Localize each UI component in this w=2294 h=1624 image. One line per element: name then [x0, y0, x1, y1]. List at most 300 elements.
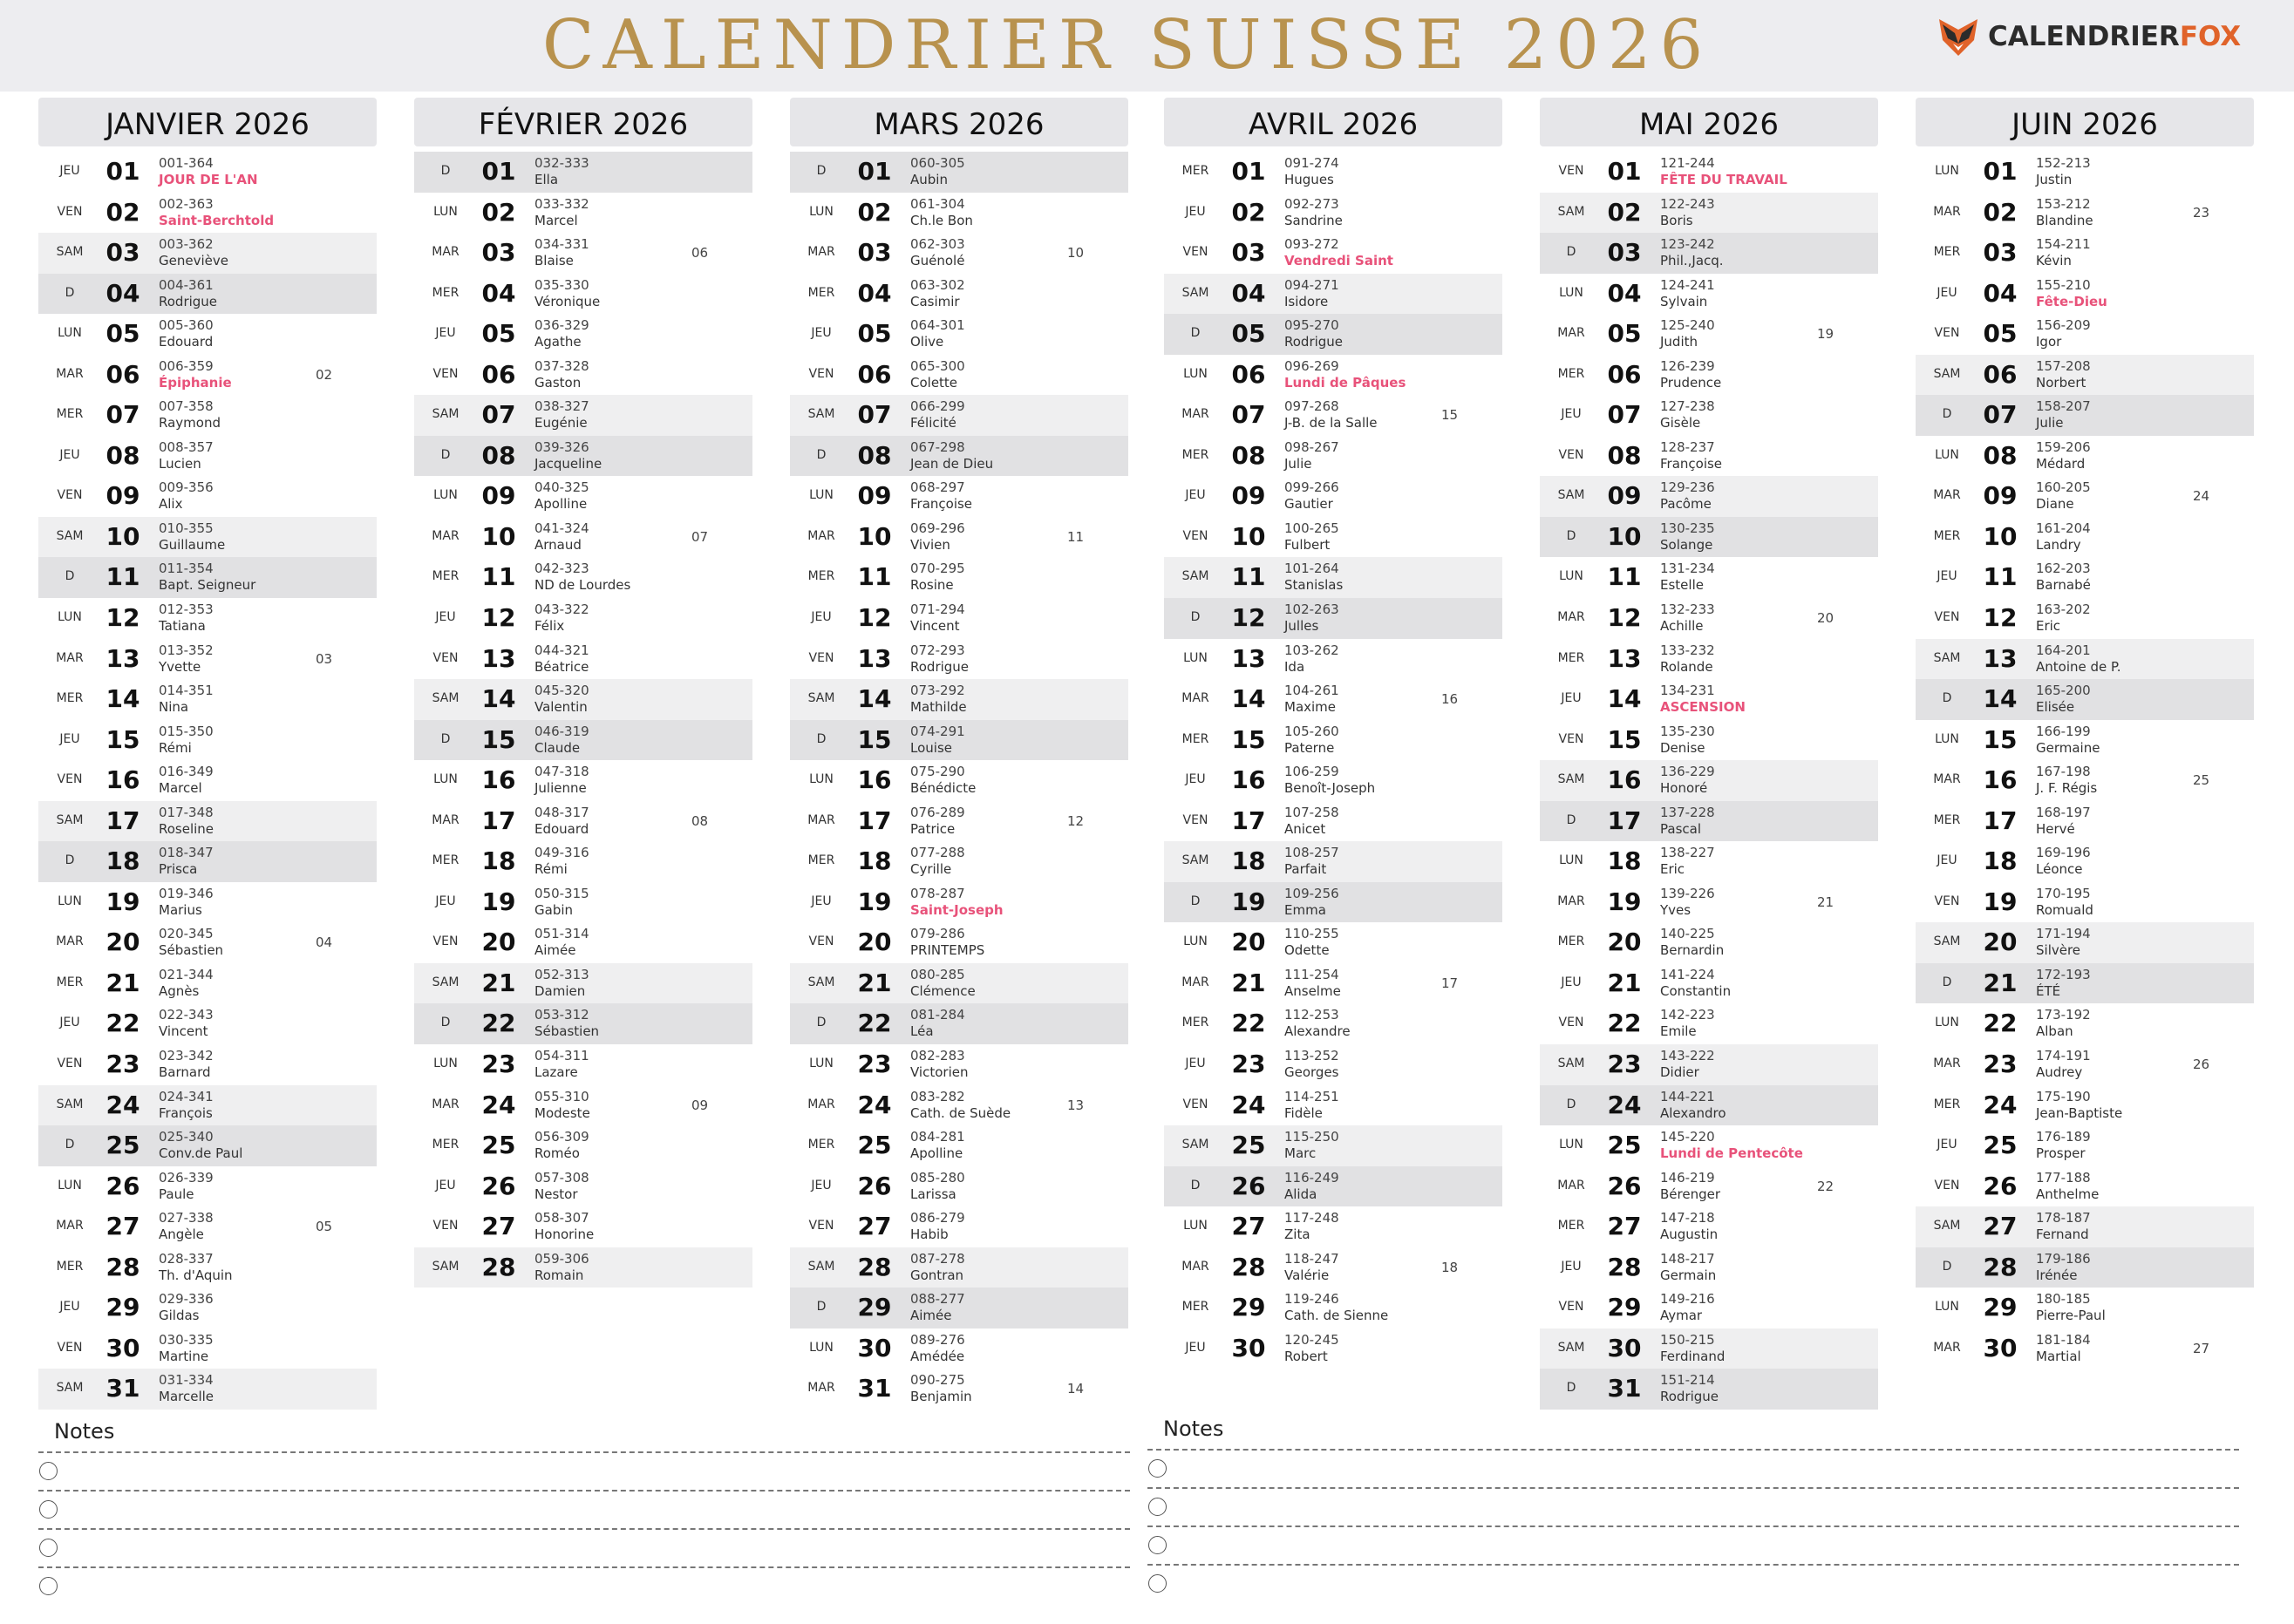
- day-row[interactable]: [790, 193, 1128, 234]
- day-row[interactable]: [38, 1085, 377, 1126]
- saint-name: Vivien: [910, 536, 950, 553]
- day-of-week: D: [1190, 610, 1201, 625]
- day-row[interactable]: [1164, 1044, 1502, 1085]
- day-row[interactable]: [1916, 355, 2254, 396]
- day-of-year-code: 123-242: [1660, 236, 1715, 253]
- day-of-year-code: 087-278: [910, 1250, 965, 1267]
- day-row[interactable]: [1916, 841, 2254, 882]
- day-number: 26: [106, 1171, 140, 1200]
- saint-name: Yvette: [159, 658, 201, 675]
- day-of-week: MER: [1557, 650, 1585, 665]
- week-number: 05: [316, 1219, 333, 1235]
- day-row[interactable]: [1916, 598, 2254, 639]
- day-row[interactable]: [414, 557, 752, 598]
- day-row[interactable]: [414, 1085, 752, 1126]
- day-number: 28: [1231, 1252, 1266, 1281]
- day-number: 07: [857, 400, 892, 430]
- day-row[interactable]: [1540, 1369, 1878, 1410]
- day-row[interactable]: [1164, 720, 1502, 761]
- day-of-week: JEU: [59, 1016, 80, 1030]
- day-of-week: JEU: [1561, 407, 1582, 422]
- day-row[interactable]: [1164, 1206, 1502, 1247]
- day-row[interactable]: [1164, 1125, 1502, 1166]
- day-row[interactable]: [1916, 152, 2254, 193]
- day-of-year-code: 010-355: [159, 520, 214, 536]
- saint-name: Rémi: [159, 739, 192, 756]
- day-row[interactable]: [1164, 922, 1502, 963]
- day-of-week: LUN: [1935, 164, 1959, 178]
- title-banner: [0, 0, 2294, 92]
- day-of-year-code: 130-235: [1660, 520, 1715, 536]
- day-row[interactable]: [38, 882, 377, 923]
- day-row[interactable]: [1916, 679, 2254, 720]
- day-row[interactable]: [1916, 274, 2254, 315]
- day-row[interactable]: [790, 436, 1128, 477]
- day-number: 24: [106, 1090, 140, 1119]
- day-of-year-code: 102-263: [1284, 601, 1339, 618]
- day-of-year-code: 021-344: [159, 966, 214, 982]
- saint-name: Prosper: [2036, 1145, 2086, 1162]
- month-column: [414, 98, 752, 1288]
- day-row[interactable]: [1164, 395, 1502, 436]
- day-row[interactable]: [1540, 679, 1878, 720]
- day-of-week: SAM: [1557, 488, 1585, 503]
- saint-name: Edouard: [159, 334, 214, 350]
- day-number: 23: [1607, 1050, 1642, 1079]
- day-row[interactable]: [414, 882, 752, 923]
- day-row[interactable]: [38, 517, 377, 558]
- notes-line[interactable]: [1147, 1564, 2239, 1602]
- day-row[interactable]: [1164, 557, 1502, 598]
- day-row[interactable]: [1540, 436, 1878, 477]
- day-row[interactable]: [1540, 476, 1878, 517]
- day-row[interactable]: [1164, 517, 1502, 558]
- day-row[interactable]: [1164, 679, 1502, 720]
- day-of-week: MAR: [807, 1381, 835, 1396]
- day-row[interactable]: [38, 1369, 377, 1410]
- day-row[interactable]: [1164, 598, 1502, 639]
- day-row[interactable]: [414, 274, 752, 315]
- day-row[interactable]: [414, 1125, 752, 1166]
- day-row[interactable]: [38, 720, 377, 761]
- day-row[interactable]: [1164, 193, 1502, 234]
- day-number: 23: [1983, 1050, 2018, 1079]
- day-of-week: VEN: [1182, 245, 1208, 260]
- day-number: 18: [1607, 846, 1642, 876]
- day-row[interactable]: [38, 963, 377, 1004]
- day-row[interactable]: [414, 639, 752, 680]
- day-row[interactable]: [414, 1166, 752, 1207]
- day-row[interactable]: [1540, 1085, 1878, 1126]
- day-of-week: D: [65, 1138, 75, 1152]
- day-row[interactable]: [38, 436, 377, 477]
- day-row[interactable]: [414, 1247, 752, 1288]
- day-of-year-code: 134-231: [1660, 683, 1715, 699]
- day-row[interactable]: [1916, 1044, 2254, 1085]
- day-of-year-code: 089-276: [910, 1331, 965, 1348]
- day-row[interactable]: [1164, 760, 1502, 801]
- saint-name: Yves: [1660, 901, 1692, 918]
- day-row[interactable]: [38, 801, 377, 842]
- day-row[interactable]: [1916, 233, 2254, 274]
- day-row[interactable]: [38, 639, 377, 680]
- day-row[interactable]: [38, 355, 377, 396]
- day-row[interactable]: [38, 233, 377, 274]
- day-row[interactable]: [414, 395, 752, 436]
- day-of-year-code: 033-332: [534, 195, 589, 212]
- day-row[interactable]: [414, 152, 752, 193]
- day-number: 14: [1983, 684, 2018, 714]
- day-of-week: LUN: [1559, 1138, 1583, 1152]
- day-of-year-code: 015-350: [159, 723, 214, 739]
- day-of-week: JEU: [1185, 1057, 1206, 1071]
- day-row[interactable]: [1540, 963, 1878, 1004]
- day-row[interactable]: [1540, 395, 1878, 436]
- saint-name: Roméo: [534, 1145, 580, 1162]
- day-of-year-code: 094-271: [1284, 276, 1339, 293]
- day-row[interactable]: [414, 760, 752, 801]
- day-row[interactable]: [38, 476, 377, 517]
- day-row[interactable]: [1916, 557, 2254, 598]
- notes-line[interactable]: [38, 1490, 1130, 1528]
- day-row[interactable]: [414, 517, 752, 558]
- day-of-year-code: 064-301: [910, 317, 965, 334]
- day-row[interactable]: [1916, 395, 2254, 436]
- day-row[interactable]: [1916, 963, 2254, 1004]
- day-row[interactable]: [414, 1044, 752, 1085]
- day-row[interactable]: [38, 1003, 377, 1044]
- month-header: MARS 2026: [790, 98, 1128, 146]
- saint-name: Judith: [1660, 334, 1698, 350]
- day-number: 24: [857, 1090, 892, 1119]
- day-row[interactable]: [790, 274, 1128, 315]
- day-number: 30: [1983, 1333, 2018, 1362]
- day-row[interactable]: [1540, 720, 1878, 761]
- day-row[interactable]: [38, 1288, 377, 1328]
- day-of-year-code: 166-199: [2036, 723, 2091, 739]
- day-row[interactable]: [1540, 841, 1878, 882]
- day-row[interactable]: [1164, 639, 1502, 680]
- day-row[interactable]: [38, 1328, 377, 1369]
- day-of-week: D: [65, 285, 75, 300]
- day-of-week: MER: [1181, 164, 1209, 178]
- day-of-year-code: 119-246: [1284, 1291, 1339, 1308]
- day-of-week: SAM: [56, 528, 84, 543]
- day-row[interactable]: [38, 598, 377, 639]
- day-row[interactable]: [1164, 1003, 1502, 1044]
- day-row[interactable]: [1164, 801, 1502, 842]
- day-row[interactable]: [790, 517, 1128, 558]
- day-of-week: MAR: [1933, 1340, 1961, 1355]
- day-of-week: VEN: [57, 488, 83, 503]
- day-row[interactable]: [790, 152, 1128, 193]
- day-row[interactable]: [1164, 314, 1502, 355]
- day-row[interactable]: [1916, 922, 2254, 963]
- day-number: 22: [106, 1009, 140, 1038]
- day-of-week: SAM: [1181, 569, 1209, 584]
- day-number: 11: [857, 562, 892, 592]
- day-number: 17: [106, 805, 140, 835]
- saint-name: Aimée: [910, 1308, 952, 1324]
- day-row[interactable]: [790, 557, 1128, 598]
- day-row[interactable]: [1916, 517, 2254, 558]
- day-row[interactable]: [1540, 1206, 1878, 1247]
- day-of-week: SAM: [1933, 934, 1961, 949]
- day-row[interactable]: [414, 1003, 752, 1044]
- day-row[interactable]: [1540, 598, 1878, 639]
- notes-line[interactable]: [38, 1451, 1130, 1490]
- day-row[interactable]: [790, 720, 1128, 761]
- day-row[interactable]: [1164, 1247, 1502, 1288]
- day-row[interactable]: [414, 355, 752, 396]
- day-row[interactable]: [790, 1044, 1128, 1085]
- day-row[interactable]: [1164, 233, 1502, 274]
- day-of-year-code: 153-212: [2036, 195, 2091, 212]
- day-row[interactable]: [414, 841, 752, 882]
- day-row[interactable]: [1916, 720, 2254, 761]
- saint-name: Casimir: [910, 293, 960, 309]
- day-of-year-code: 168-197: [2036, 804, 2091, 820]
- day-of-week: SAM: [807, 407, 835, 422]
- day-row[interactable]: [1164, 841, 1502, 882]
- day-row[interactable]: [38, 1166, 377, 1207]
- day-row[interactable]: [1164, 476, 1502, 517]
- day-row[interactable]: [790, 1369, 1128, 1410]
- saint-name: Fernand: [2036, 1226, 2089, 1243]
- day-row[interactable]: [414, 922, 752, 963]
- saint-name: Anthelme: [2036, 1186, 2100, 1202]
- day-row[interactable]: [38, 1125, 377, 1166]
- day-row[interactable]: [1916, 1328, 2254, 1369]
- day-row[interactable]: [790, 395, 1128, 436]
- day-row[interactable]: [790, 314, 1128, 355]
- day-row[interactable]: [1540, 882, 1878, 923]
- day-row[interactable]: [38, 193, 377, 234]
- day-number: 07: [106, 400, 140, 430]
- day-row[interactable]: [414, 801, 752, 842]
- day-of-week: LUN: [809, 772, 834, 787]
- day-row[interactable]: [414, 598, 752, 639]
- day-row[interactable]: [790, 801, 1128, 842]
- day-row[interactable]: [38, 1247, 377, 1288]
- day-number: 29: [1231, 1293, 1266, 1322]
- day-row[interactable]: [1540, 639, 1878, 680]
- day-of-week: MAR: [432, 245, 459, 260]
- day-row[interactable]: [1164, 963, 1502, 1004]
- saint-name: Estelle: [1660, 577, 1704, 594]
- day-row[interactable]: [1164, 152, 1502, 193]
- day-number: 17: [1231, 805, 1266, 835]
- day-row[interactable]: [1164, 274, 1502, 315]
- day-row[interactable]: [790, 1247, 1128, 1288]
- day-row[interactable]: [414, 436, 752, 477]
- day-of-year-code: 009-356: [159, 479, 214, 496]
- notes-line[interactable]: [1147, 1487, 2239, 1525]
- day-number: 20: [481, 928, 516, 957]
- day-of-year-code: 110-255: [1284, 926, 1339, 942]
- day-row[interactable]: [790, 639, 1128, 680]
- day-row[interactable]: [1916, 801, 2254, 842]
- day-row[interactable]: [790, 963, 1128, 1004]
- day-row[interactable]: [1916, 314, 2254, 355]
- day-row[interactable]: [790, 1206, 1128, 1247]
- day-of-year-code: 003-362: [159, 236, 214, 253]
- day-row[interactable]: [1916, 1125, 2254, 1166]
- day-of-year-code: 031-334: [159, 1372, 214, 1389]
- day-row[interactable]: [1540, 557, 1878, 598]
- day-row[interactable]: [1916, 1247, 2254, 1288]
- day-row[interactable]: [38, 841, 377, 882]
- day-of-week: MER: [1933, 528, 1961, 543]
- day-row[interactable]: [1916, 1206, 2254, 1247]
- day-row[interactable]: [1164, 882, 1502, 923]
- day-of-week: VEN: [1558, 1300, 1584, 1315]
- day-row[interactable]: [1916, 1166, 2254, 1207]
- day-row[interactable]: [1916, 436, 2254, 477]
- day-row[interactable]: [790, 1003, 1128, 1044]
- day-row[interactable]: [790, 841, 1128, 882]
- day-row[interactable]: [790, 1288, 1128, 1328]
- day-row[interactable]: [1164, 436, 1502, 477]
- saint-name: Paterne: [1284, 739, 1335, 756]
- day-number: 01: [1231, 157, 1266, 186]
- day-of-year-code: 063-302: [910, 276, 965, 293]
- day-row[interactable]: [1540, 1328, 1878, 1369]
- day-number: 11: [106, 562, 140, 592]
- day-row[interactable]: [38, 557, 377, 598]
- day-row[interactable]: [414, 1206, 752, 1247]
- day-of-year-code: 144-221: [1660, 1088, 1715, 1104]
- day-of-week: LUN: [1935, 1016, 1959, 1030]
- day-row[interactable]: [1916, 760, 2254, 801]
- day-row[interactable]: [38, 395, 377, 436]
- day-row[interactable]: [1540, 760, 1878, 801]
- day-row[interactable]: [1540, 517, 1878, 558]
- day-row[interactable]: [1916, 193, 2254, 234]
- notes-section-left: [38, 1417, 1130, 1605]
- notes-line[interactable]: [1147, 1525, 2239, 1564]
- day-row[interactable]: [790, 1125, 1128, 1166]
- day-number: 12: [1231, 603, 1266, 633]
- day-row[interactable]: [790, 1085, 1128, 1126]
- day-row[interactable]: [1916, 1288, 2254, 1328]
- day-row[interactable]: [790, 922, 1128, 963]
- day-of-year-code: 155-210: [2036, 276, 2091, 293]
- day-row[interactable]: [1540, 801, 1878, 842]
- day-row[interactable]: [1540, 314, 1878, 355]
- day-number: 18: [1983, 846, 2018, 876]
- day-of-year-code: 032-333: [534, 155, 589, 171]
- day-row[interactable]: [38, 152, 377, 193]
- day-row[interactable]: [1164, 355, 1502, 396]
- saint-name: Rodrigue: [159, 293, 218, 309]
- saint-name: Roseline: [159, 820, 214, 837]
- day-row[interactable]: [1540, 1125, 1878, 1166]
- day-row[interactable]: [790, 882, 1128, 923]
- day-row[interactable]: [1540, 233, 1878, 274]
- brand-logo[interactable]: [1936, 10, 2241, 63]
- day-row[interactable]: [38, 1044, 377, 1085]
- saint-name: Julles: [1284, 618, 1319, 635]
- day-of-week: MER: [807, 569, 835, 584]
- day-row[interactable]: [790, 233, 1128, 274]
- day-row[interactable]: [1164, 1328, 1502, 1369]
- day-of-year-code: 042-323: [534, 561, 589, 577]
- day-row[interactable]: [1540, 1166, 1878, 1207]
- day-row[interactable]: [38, 922, 377, 963]
- day-of-week: MAR: [1933, 204, 1961, 219]
- day-row[interactable]: [1916, 476, 2254, 517]
- notes-line[interactable]: [38, 1566, 1130, 1605]
- day-row[interactable]: [38, 679, 377, 720]
- day-row[interactable]: [1540, 1288, 1878, 1328]
- day-row[interactable]: [38, 760, 377, 801]
- day-of-week: MER: [56, 691, 84, 706]
- day-row[interactable]: [790, 760, 1128, 801]
- day-row[interactable]: [1916, 1003, 2254, 1044]
- day-of-year-code: 030-335: [159, 1331, 214, 1348]
- day-row[interactable]: [790, 355, 1128, 396]
- day-of-week: LUN: [433, 204, 458, 219]
- day-row[interactable]: [414, 233, 752, 274]
- day-of-year-code: 048-317: [534, 804, 589, 820]
- day-row[interactable]: [1164, 1085, 1502, 1126]
- day-of-year-code: 107-258: [1284, 804, 1339, 820]
- day-row[interactable]: [1540, 152, 1878, 193]
- day-row[interactable]: [414, 193, 752, 234]
- day-row[interactable]: [414, 314, 752, 355]
- day-row[interactable]: [790, 679, 1128, 720]
- day-row[interactable]: [1540, 355, 1878, 396]
- day-row[interactable]: [414, 963, 752, 1004]
- day-number: 18: [1231, 846, 1266, 876]
- day-row[interactable]: [38, 1206, 377, 1247]
- day-row[interactable]: [790, 476, 1128, 517]
- day-row[interactable]: [414, 720, 752, 761]
- day-row[interactable]: [1164, 1166, 1502, 1207]
- day-row[interactable]: [790, 1166, 1128, 1207]
- day-row[interactable]: [1164, 1288, 1502, 1328]
- day-row[interactable]: [1916, 882, 2254, 923]
- day-row[interactable]: [38, 314, 377, 355]
- day-of-week: MAR: [1933, 488, 1961, 503]
- day-row[interactable]: [1916, 1085, 2254, 1126]
- notes-bullet-icon: [39, 1539, 58, 1557]
- day-row[interactable]: [1540, 1247, 1878, 1288]
- day-row[interactable]: [1540, 922, 1878, 963]
- day-row[interactable]: [1540, 1044, 1878, 1085]
- notes-bullet-icon: [1148, 1574, 1167, 1593]
- day-row[interactable]: [1540, 193, 1878, 234]
- day-of-year-code: 034-331: [534, 236, 589, 253]
- notes-line[interactable]: [1147, 1449, 2239, 1487]
- day-number: 02: [1983, 197, 2018, 227]
- day-row[interactable]: [1540, 274, 1878, 315]
- day-of-year-code: 060-305: [910, 155, 965, 171]
- day-number: 05: [106, 319, 140, 349]
- day-row[interactable]: [414, 476, 752, 517]
- day-row[interactable]: [790, 1328, 1128, 1369]
- day-of-week: VEN: [1934, 610, 1960, 625]
- day-row[interactable]: [414, 679, 752, 720]
- day-number: 25: [106, 1131, 140, 1160]
- day-row[interactable]: [1916, 639, 2254, 680]
- day-row[interactable]: [790, 598, 1128, 639]
- day-row[interactable]: [38, 274, 377, 315]
- notes-line[interactable]: [38, 1528, 1130, 1566]
- day-row[interactable]: [1540, 1003, 1878, 1044]
- saint-name: Rodrigue: [1660, 1389, 1719, 1405]
